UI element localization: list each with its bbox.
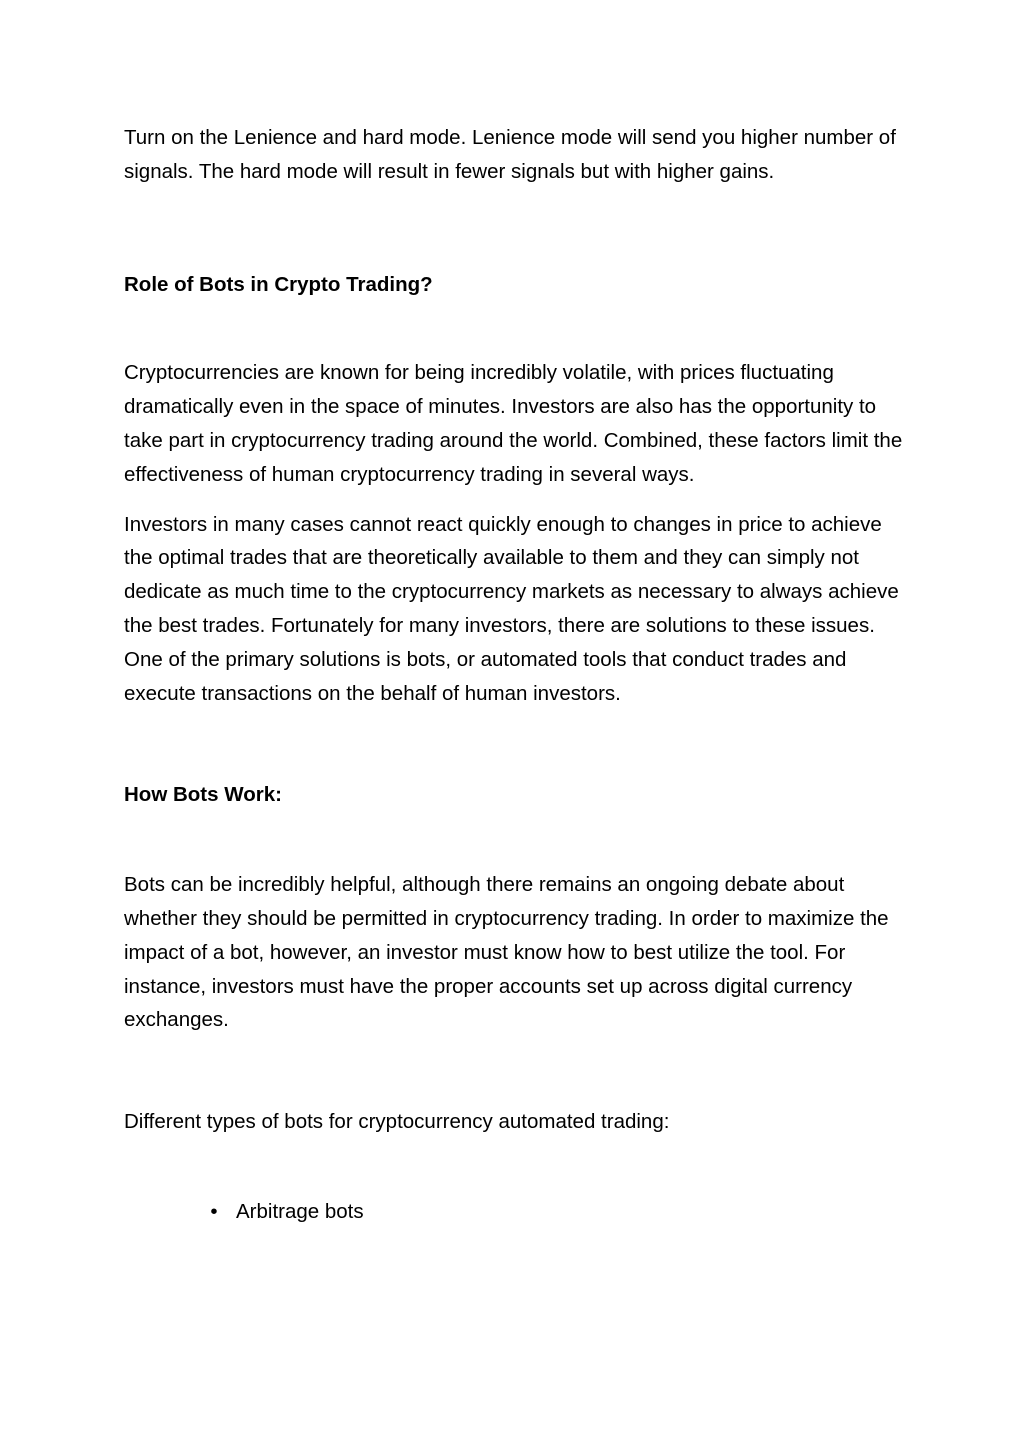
paragraph-investor-limits: Investors in many cases cannot react quickly enough to changes in price to achieve the optimal trades that are theoretically available to them and they can simply not dedicate as much time to the cryptocurrency markets as necessary to always achieve the best trades. Fortunately for many investors, there are solutions to these issues. One of the primary solutions is bots, or automated tools that conduct trades and execute transactions on the behalf of human investors. [124, 512, 899, 705]
paragraph-types-of-bots: Different types of bots for cryptocurrency automated trading: [124, 1110, 670, 1134]
paragraph-crypto-volatility: Cryptocurrencies are known for being incredibly volatile, with prices fluctuating dramatically even in the space of minutes. Investors are also has the opportunity to take part in cryptocurrency trading around the world. Combined, these factors limit the effectiveness of human cryptocurrency trading in several ways. [124, 361, 903, 486]
document-body [124, 121, 904, 1229]
heading-how-bots-work: How Bots Work: [124, 783, 282, 807]
paragraph-bots-helpful: Bots can be incredibly helpful, although there remains an ongoing debate about whether they should be permitted in cryptocurrency trading. In order to maximize the impact of a bot, however, an investor must know how to best utilize the tool. For instance, investors must have the proper accounts set up across digital currency exchanges. [124, 873, 889, 1032]
bot-types-list [124, 1195, 904, 1229]
heading-role-of-bots: Role of Bots in Crypto Trading? [124, 272, 433, 296]
paragraph-lenience-mode: Turn on the Lenience and hard mode. Lenience mode will send you higher number of signals. The hard mode will result in fewer signals but with higher gains. [124, 126, 896, 183]
list-item-text: Arbitrage bots [236, 1199, 364, 1223]
list-item [124, 1195, 904, 1229]
bullet-icon: • [210, 1199, 218, 1223]
